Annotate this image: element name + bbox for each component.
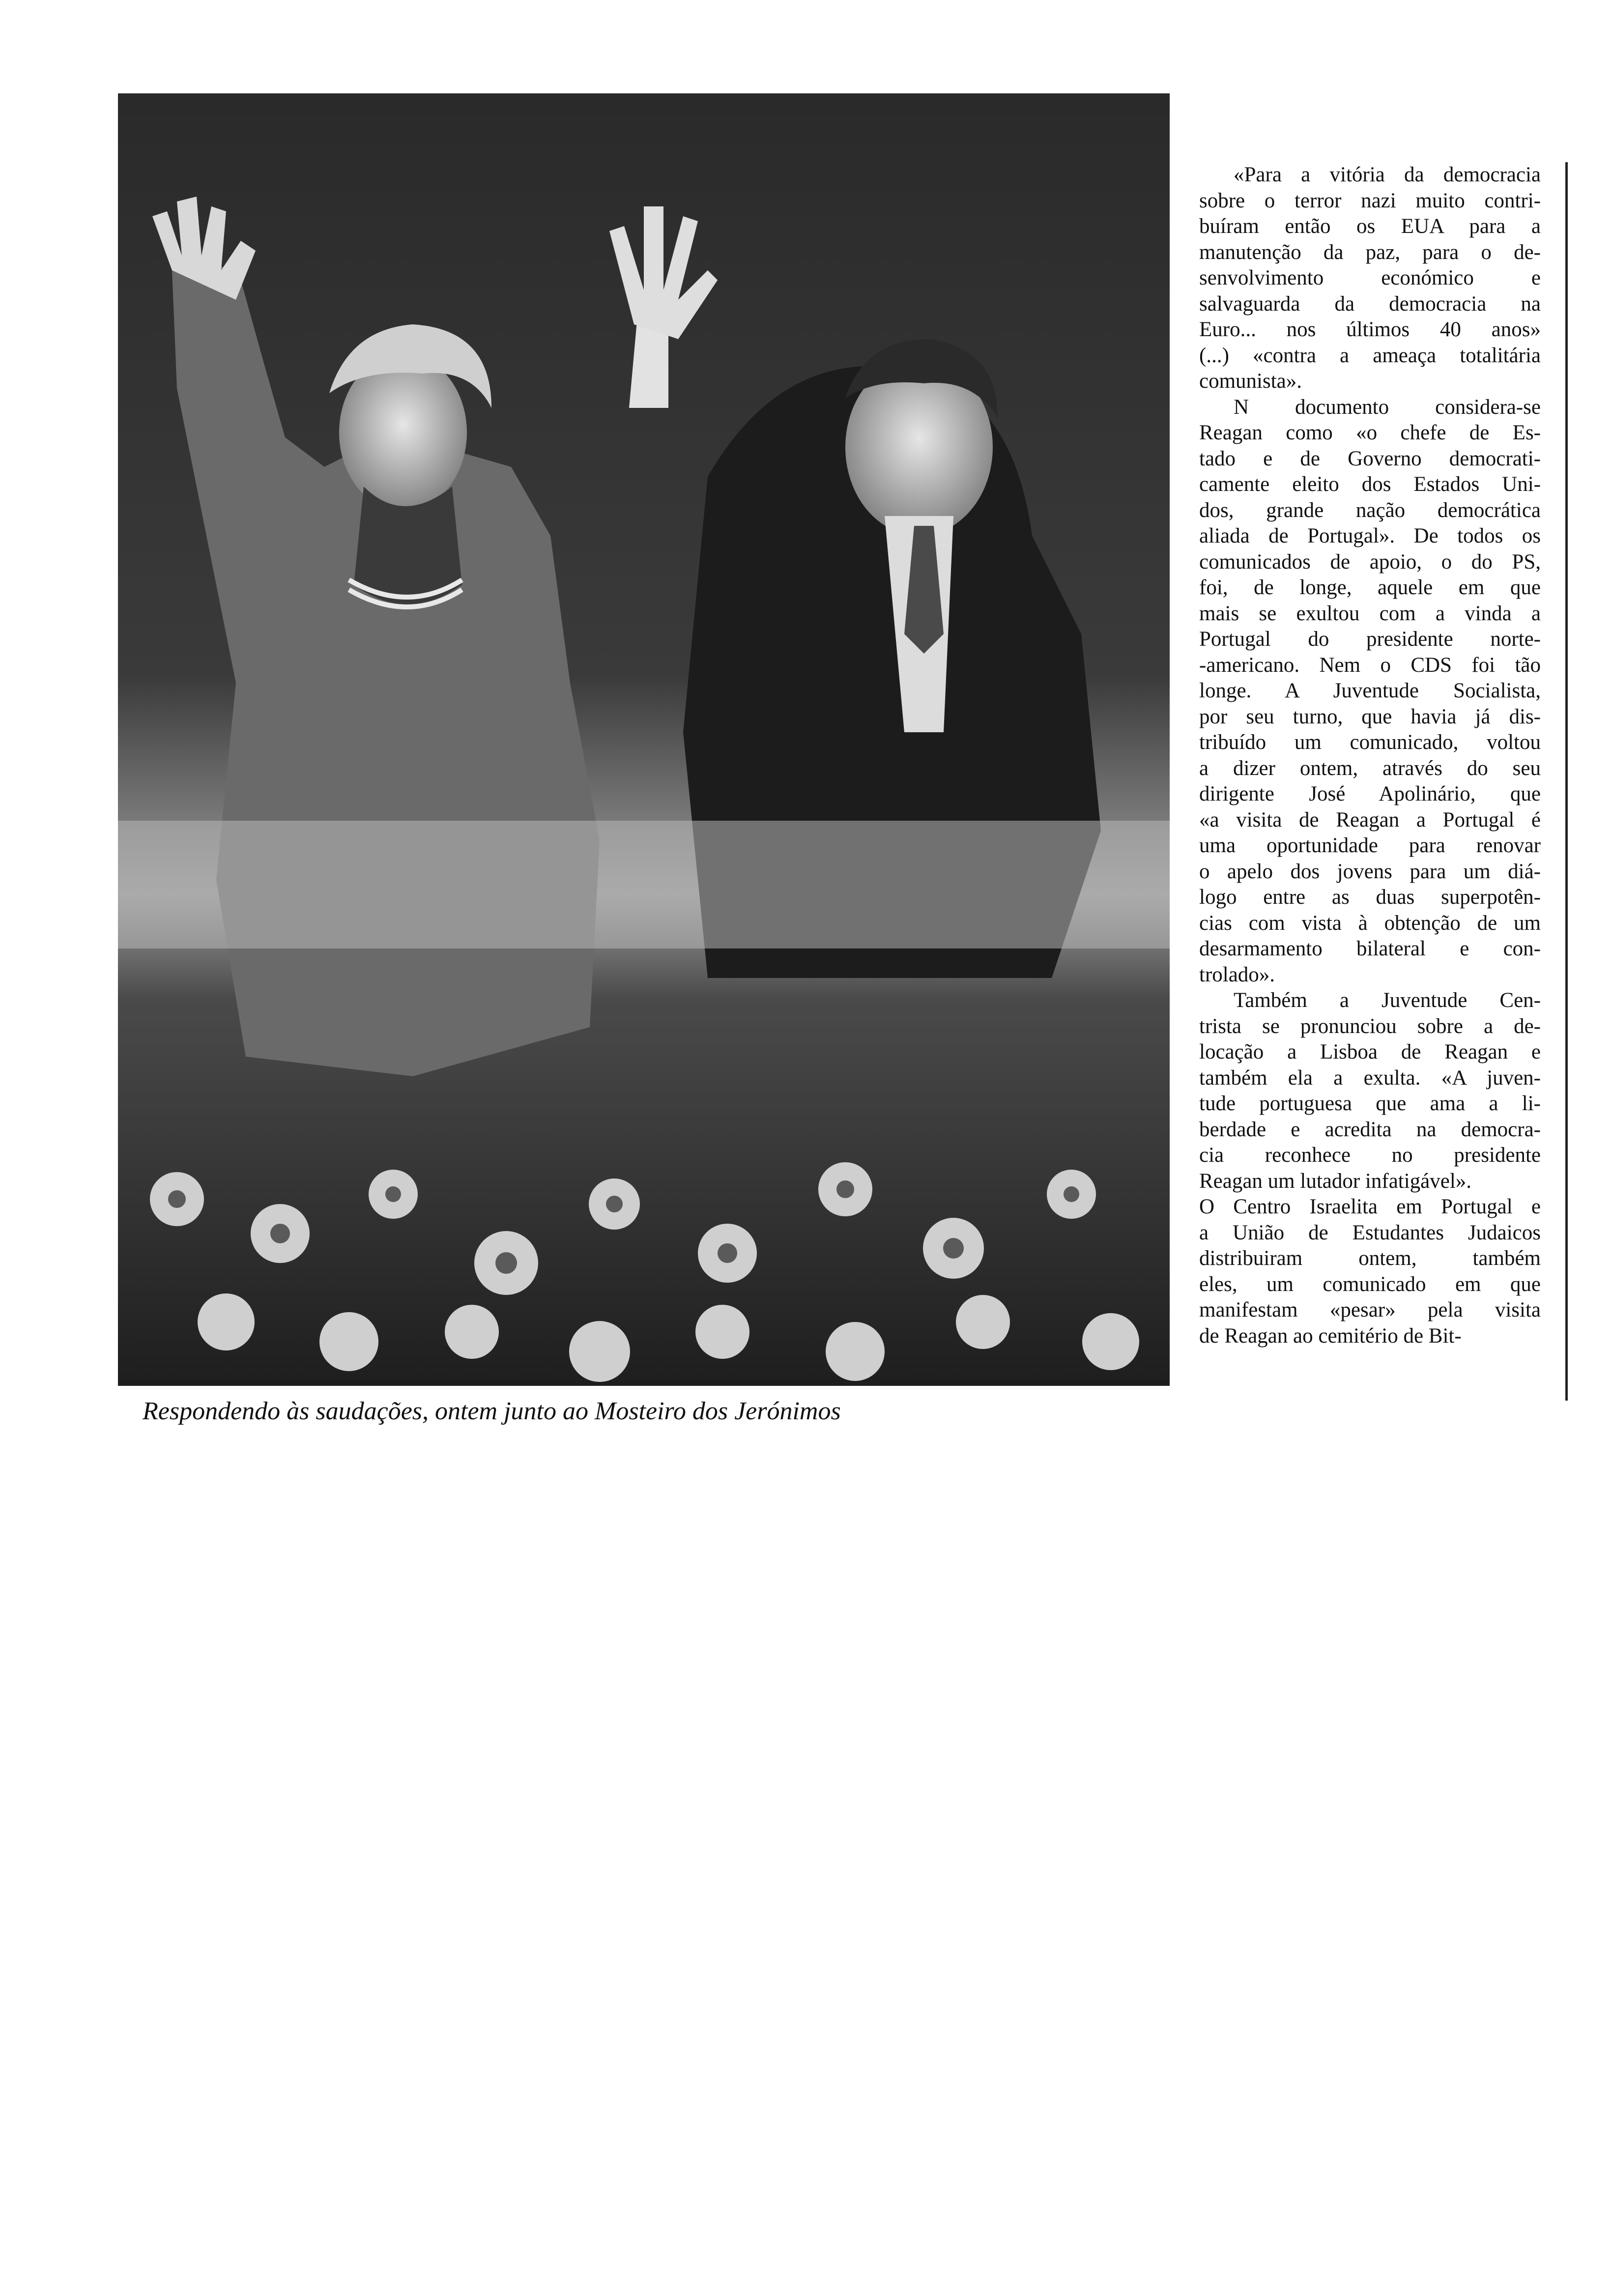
article-line: eles, um comunicado em que	[1199, 1272, 1541, 1296]
article-line: desarmamento bilateral e con-	[1199, 937, 1541, 960]
article-line: berdade e acredita na democra-	[1199, 1118, 1541, 1141]
article-line: O Centro Israelita em Portugal e	[1199, 1195, 1541, 1218]
article-line: Reagan um lutador infatigável».	[1199, 1169, 1472, 1193]
article-line: tribuído um comunicado, voltou	[1199, 731, 1541, 754]
article-line: manutenção da paz, para o de-	[1199, 240, 1541, 264]
article-line: dirigente José Apolinário, que	[1199, 782, 1541, 805]
article-line: (...) «contra a ameaça totalitária	[1199, 344, 1541, 367]
news-photo	[118, 93, 1170, 1386]
article-line: locação a Lisboa de Reagan e	[1199, 1040, 1541, 1063]
article-line: por seu turno, que havia já dis-	[1199, 705, 1541, 728]
article-line: cia reconhece no presidente	[1199, 1144, 1541, 1167]
article-line: tude portuguesa que ama a li-	[1199, 1092, 1541, 1115]
photo-caption: Respondendo às saudações, ontem junto ao Mosteiro dos Jerónimos	[143, 1397, 841, 1425]
column-rule	[1565, 162, 1568, 1401]
article-line: «Para a vitória da democracia	[1234, 163, 1541, 186]
article-column	[1199, 162, 1541, 1349]
article-line: buíram então os EUA para a	[1199, 215, 1541, 238]
article-line: -americano. Nem o CDS foi tão	[1199, 653, 1541, 677]
article-line: de Reagan ao cemitério de Bit-	[1199, 1324, 1462, 1348]
article-line: senvolvimento económico e	[1199, 266, 1541, 289]
article-line: «a visita de Reagan a Portugal é	[1199, 808, 1541, 832]
article-line: sobre o terror nazi muito contri-	[1199, 189, 1541, 212]
article-line: o apelo dos jovens para um diá-	[1199, 860, 1541, 883]
article-line: dos, grande nação democrática	[1199, 498, 1541, 522]
article-line: Reagan como «o chefe de Es-	[1199, 421, 1541, 444]
article-line: Também a Juventude Cen-	[1234, 989, 1541, 1012]
article-line: também ela a exulta. «A juven-	[1199, 1066, 1541, 1090]
article-line: trista se pronunciou sobre a de-	[1199, 1014, 1541, 1038]
article-line: tado e de Governo democrati-	[1199, 447, 1541, 470]
article-line: a União de Estudantes Judaicos	[1199, 1221, 1541, 1244]
article-line: cias com vista à obtenção de um	[1199, 911, 1541, 935]
article-line: camente eleito dos Estados Uni-	[1199, 473, 1541, 496]
article-line: Portugal do presidente norte-	[1199, 628, 1541, 651]
article-line: distribuiram ontem, também	[1199, 1247, 1541, 1270]
photo-reagans-waving	[118, 93, 1170, 1386]
article-line: uma oportunidade para renovar	[1199, 834, 1541, 857]
article-line: Euro... nos últimos 40 anos»	[1199, 318, 1541, 341]
article-line: N documento considera-se	[1234, 395, 1541, 419]
article-line: mais se exultou com a vinda a	[1199, 602, 1541, 625]
article-line: salvaguarda da democracia na	[1199, 292, 1541, 316]
article-line: logo entre as duas superpotên-	[1199, 886, 1541, 909]
article-line: a dizer ontem, através do seu	[1199, 756, 1541, 780]
article-line: comunista».	[1199, 370, 1302, 393]
article-line: comunicados de apoio, o do PS,	[1199, 550, 1541, 574]
article-line: aliada de Portugal». De todos os	[1199, 524, 1541, 547]
article-line: longe. A Juventude Socialista,	[1199, 679, 1541, 702]
article-line: foi, de longe, aquele em que	[1199, 576, 1541, 599]
article-line: manifestam «pesar» pela visita	[1199, 1298, 1541, 1321]
article-line: trolado».	[1199, 963, 1275, 986]
